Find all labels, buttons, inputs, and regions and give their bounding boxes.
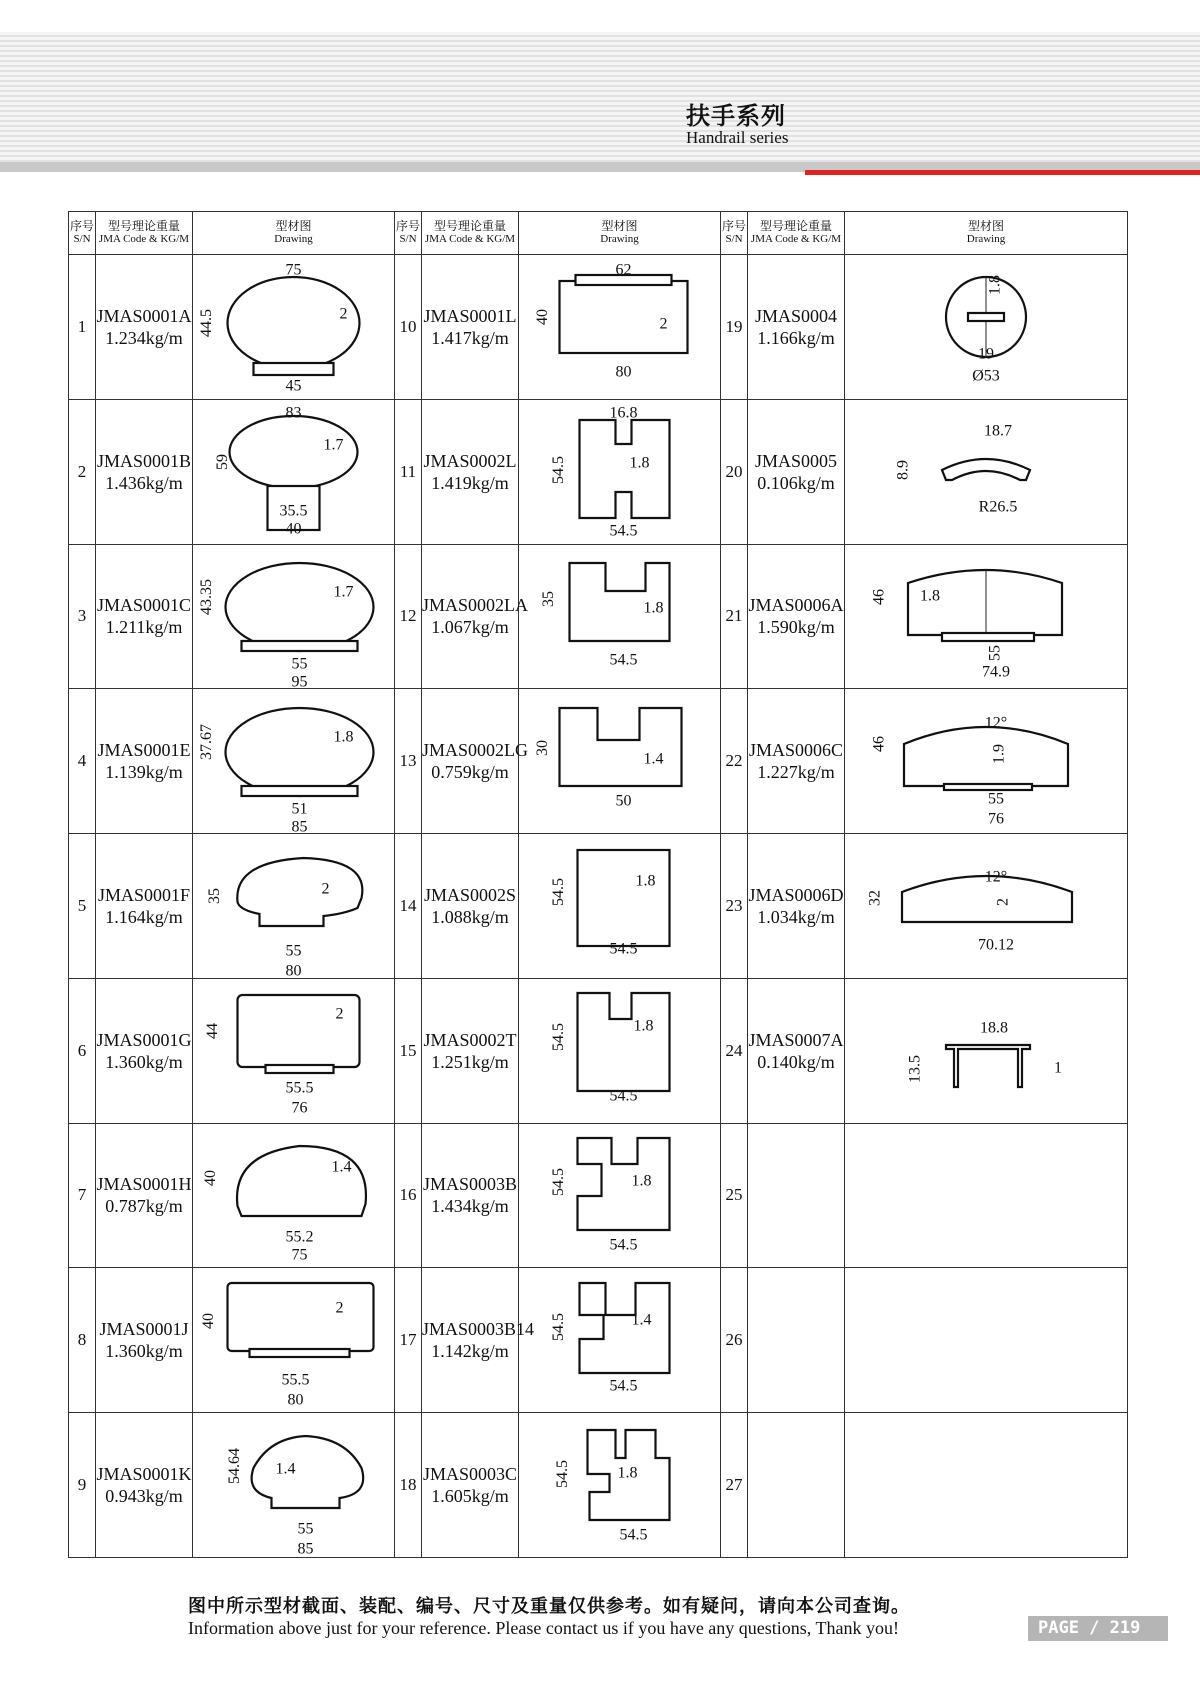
dimension-label: 2 [335, 1005, 344, 1023]
item-code-weight [96, 255, 193, 400]
dimension-label: 51 [291, 800, 308, 818]
item-drawing-cell [845, 544, 1128, 689]
dimension-label: 55.5 [281, 1371, 310, 1389]
header-sn: 序号 S/N [69, 212, 96, 255]
item-code-weight [96, 689, 193, 834]
item-drawing-cell [845, 689, 1128, 834]
dimension-label: 55 [988, 790, 1004, 808]
item-weight: 1.034kg/m [757, 906, 835, 927]
item-drawing-cell [845, 1123, 1128, 1268]
dimension-label: 55.5 [285, 1079, 314, 1097]
item-weight: 1.211kg/m [105, 617, 183, 638]
dimension-label: 85 [291, 818, 308, 833]
item-sn: 7 [69, 1123, 96, 1268]
dimension-label: 37.67 [198, 723, 216, 760]
item-code-weight [96, 834, 193, 979]
item-code: JMAS0004 [754, 305, 838, 326]
item-drawing-cell [193, 689, 395, 834]
dimension-label: 1.8 [635, 873, 656, 891]
header-accent-bar [805, 170, 1200, 175]
header-sn: 序号 S/N [395, 212, 422, 255]
profile-drawing [519, 834, 720, 977]
profile-drawing [193, 1414, 394, 1557]
item-code: JMAS0001E [97, 740, 191, 761]
dimension-label: 1.8 [617, 1464, 638, 1482]
item-sn: 17 [395, 1268, 422, 1413]
item-weight: 1.434kg/m [431, 1196, 509, 1217]
item-code: JMAS0001B [96, 450, 192, 471]
profile-drawing [519, 400, 720, 543]
dimension-label: 35 [540, 590, 558, 607]
table-row [69, 1413, 1128, 1558]
dimension-label: 54.5 [609, 1087, 638, 1105]
dimension-label: 70.12 [978, 937, 1014, 955]
item-weight: 0.787kg/m [105, 1196, 183, 1217]
dimension-label: 75 [285, 262, 302, 280]
item-weight: 0.759kg/m [431, 762, 509, 783]
header-drawing: 型材图 Drawing [845, 212, 1128, 255]
item-sn: 10 [395, 255, 422, 400]
footer-note-en: Information above just for your reference. Please contact us if you have any questions, Thank you! [188, 1618, 899, 1638]
item-sn: 4 [69, 689, 96, 834]
item-sn: 5 [69, 834, 96, 979]
dimension-label: 12° [984, 869, 1008, 887]
dimension-label: 55 [986, 644, 1004, 661]
dimension-label: 54.5 [550, 878, 568, 907]
item-weight: 1.360kg/m [105, 1341, 183, 1362]
page-title-cn: 扶手系列 [686, 102, 786, 130]
dimension-label: 54.64 [226, 1447, 244, 1484]
dimension-label: 1.8 [631, 1172, 652, 1190]
table-row [69, 399, 1128, 544]
header-code: 型号理论重量 JMA Code & KG/M [422, 212, 519, 255]
dimension-label: 55 [297, 1520, 314, 1538]
dimension-label: 43.35 [198, 578, 216, 615]
item-code-weight [422, 399, 519, 544]
item-code-weight [748, 978, 845, 1123]
dimension-label: 85 [297, 1540, 314, 1557]
header-drawing: 型材图 Drawing [519, 212, 721, 255]
dimension-label: 54.5 [550, 456, 568, 485]
item-code: JMAS0006A [748, 595, 844, 616]
item-code: JMAS0001K [96, 1464, 192, 1485]
item-sn: 14 [395, 834, 422, 979]
item-weight: 1.067kg/m [431, 617, 509, 638]
profile-drawing [519, 1124, 720, 1267]
profile-drawing [193, 979, 394, 1122]
item-code: JMAS0001F [97, 884, 191, 905]
profile-drawing [519, 545, 720, 688]
profile-drawing [193, 545, 394, 688]
item-weight: 1.605kg/m [431, 1486, 509, 1507]
item-code-weight [96, 544, 193, 689]
table-row [69, 255, 1128, 400]
dimension-label: 50 [615, 792, 632, 810]
profile-drawing [519, 1414, 720, 1557]
item-drawing-cell [845, 978, 1128, 1123]
item-code: JMAS0003B [422, 1174, 518, 1195]
dimension-label: R26.5 [978, 498, 1018, 516]
dimension-label: 1.4 [643, 750, 664, 768]
dimension-label: 54.5 [550, 1312, 568, 1341]
dimension-label: 54.5 [550, 1167, 568, 1196]
profile-drawing [845, 690, 1127, 833]
dimension-label: 46 [870, 588, 888, 605]
item-weight: 1.227kg/m [757, 762, 835, 783]
item-code-weight [748, 255, 845, 400]
profile-drawing [845, 834, 1127, 977]
item-sn: 1 [69, 255, 96, 400]
item-drawing-cell [193, 399, 395, 544]
item-sn: 2 [69, 399, 96, 544]
dimension-label: 40 [202, 1169, 220, 1186]
item-drawing-cell [519, 544, 721, 689]
item-drawing-cell [193, 978, 395, 1123]
profile-drawing [845, 979, 1127, 1122]
item-code: JMAS0001C [96, 595, 192, 616]
item-code-weight [748, 544, 845, 689]
table-row [69, 834, 1128, 979]
dimension-label: 80 [285, 963, 302, 978]
dimension-label: 45 [285, 378, 302, 396]
item-sn: 21 [721, 544, 748, 689]
dimension-label: 8.9 [894, 460, 912, 481]
item-drawing-cell [845, 1413, 1128, 1558]
item-code-weight [748, 399, 845, 544]
dimension-label: 55 [285, 943, 302, 961]
header-drawing: 型材图 Drawing [193, 212, 395, 255]
item-drawing-cell [519, 1268, 721, 1413]
dimension-label: 19 [978, 346, 994, 364]
item-weight: 1.360kg/m [105, 1051, 183, 1072]
item-sn: 9 [69, 1413, 96, 1558]
dimension-label: 1.8 [633, 1017, 654, 1035]
profile-drawing [845, 400, 1127, 543]
dimension-label: 1.8 [643, 599, 664, 617]
profile-drawing [519, 1269, 720, 1412]
dimension-label: 44 [204, 1023, 222, 1040]
item-sn: 12 [395, 544, 422, 689]
item-code-weight [422, 544, 529, 689]
item-code-weight [96, 978, 193, 1123]
item-code: JMAS0001H [96, 1174, 192, 1195]
profile-drawing [519, 979, 720, 1122]
table-header-row [69, 212, 1128, 255]
dimension-label: 80 [615, 364, 632, 382]
table-row [69, 1268, 1128, 1413]
item-weight: 1.139kg/m [105, 762, 183, 783]
item-code: JMAS0002T [423, 1029, 517, 1050]
item-sn: 25 [721, 1123, 748, 1268]
profile-drawing [193, 1269, 394, 1412]
item-sn: 20 [721, 399, 748, 544]
header-stripes [0, 32, 1200, 172]
table-row [69, 544, 1128, 689]
dimension-label: 76 [291, 1099, 308, 1117]
dimension-label: 1.8 [629, 454, 650, 472]
dimension-label: 1.8 [920, 587, 940, 605]
item-drawing-cell [193, 1413, 395, 1558]
item-weight: 1.088kg/m [431, 906, 509, 927]
item-code-weight [96, 399, 193, 544]
dimension-label: 54.5 [619, 1526, 648, 1544]
profile-catalog-table [68, 211, 1128, 1558]
page-title-en: Handrail series [686, 128, 789, 147]
item-drawing-cell [519, 399, 721, 544]
table-row [69, 978, 1128, 1123]
item-code: JMAS0001L [423, 305, 517, 326]
item-code: JMAS0005 [754, 450, 838, 471]
item-sn: 26 [721, 1268, 748, 1413]
dimension-label: 35.5 [279, 502, 308, 520]
item-code-weight [422, 689, 529, 834]
profile-drawing [193, 255, 394, 398]
item-sn: 8 [69, 1268, 96, 1413]
item-drawing-cell [193, 1268, 395, 1413]
dimension-label: 1.4 [275, 1460, 296, 1478]
item-code-weight [422, 1123, 519, 1268]
item-code-weight [748, 1413, 845, 1558]
dimension-label: 1.9 [990, 743, 1008, 764]
dimension-label: 30 [534, 739, 552, 756]
profile-drawing [193, 834, 394, 977]
item-drawing-cell [193, 544, 395, 689]
item-sn: 19 [721, 255, 748, 400]
dimension-label: 35 [206, 888, 224, 905]
table-row [69, 689, 1128, 834]
item-sn: 11 [395, 399, 422, 544]
item-drawing-cell [845, 834, 1128, 979]
item-sn: 6 [69, 978, 96, 1123]
dimension-label: 13.5 [906, 1055, 924, 1084]
item-weight: 1.142kg/m [431, 1341, 509, 1362]
dimension-label: 55 [291, 655, 308, 673]
item-drawing-cell [519, 689, 721, 834]
item-drawing-cell [193, 1123, 395, 1268]
item-sn: 23 [721, 834, 748, 979]
item-weight: 1.419kg/m [431, 472, 509, 493]
item-code: JMAS0003C [422, 1464, 518, 1485]
item-code-weight [422, 834, 519, 979]
item-code: JMAS0006D [748, 884, 844, 905]
dimension-label: 75 [291, 1246, 308, 1264]
profile-drawing [193, 1124, 394, 1267]
item-weight: 1.590kg/m [757, 617, 835, 638]
item-sn: 3 [69, 544, 96, 689]
item-sn: 15 [395, 978, 422, 1123]
item-sn: 24 [721, 978, 748, 1123]
dimension-label: 83 [285, 404, 302, 422]
item-code: JMAS0002LG [422, 740, 529, 761]
item-code: JMAS0001J [99, 1319, 189, 1340]
dimension-label: 44.5 [198, 309, 216, 338]
item-code-weight [748, 1123, 845, 1268]
item-weight: 1.166kg/m [757, 327, 835, 348]
dimension-label: 54.5 [609, 1377, 638, 1395]
dimension-label: 18.7 [984, 422, 1012, 440]
dimension-label: 46 [870, 735, 888, 752]
profile-drawing [193, 690, 394, 833]
item-sn: 22 [721, 689, 748, 834]
dimension-label: 1.7 [323, 436, 344, 454]
item-drawing-cell [845, 255, 1128, 400]
dimension-label: 2 [335, 1299, 344, 1317]
item-weight: 1.417kg/m [431, 327, 509, 348]
item-sn: 27 [721, 1413, 748, 1558]
dimension-label: 54.5 [609, 941, 638, 959]
dimension-label: 54.5 [609, 522, 638, 540]
dimension-label: 12° [984, 714, 1008, 732]
dimension-label: 54.5 [609, 1236, 638, 1254]
item-weight: 1.164kg/m [105, 906, 183, 927]
dimension-label: 2 [321, 881, 330, 899]
dimension-label: 1.7 [333, 583, 354, 601]
item-code: JMAS0002LA [422, 595, 529, 616]
dimension-label: Ø53 [972, 368, 1000, 386]
item-drawing-cell [519, 834, 721, 979]
dimension-label: 16.8 [609, 404, 638, 422]
item-code-weight [422, 1413, 519, 1558]
dimension-label: 54.5 [550, 1023, 568, 1052]
item-code: JMAS0002L [423, 450, 517, 471]
dimension-label: 1.4 [331, 1158, 352, 1176]
item-code: JMAS0006C [748, 740, 844, 761]
item-drawing-cell [519, 1123, 721, 1268]
profile-drawing [193, 400, 394, 543]
item-code-weight [96, 1413, 193, 1558]
dimension-label: 59 [214, 454, 232, 471]
dimension-label: 54.5 [609, 651, 638, 669]
profile-drawing [845, 255, 1127, 398]
profile-drawing [845, 545, 1127, 688]
header-code: 型号理论重量 JMA Code & KG/M [96, 212, 193, 255]
item-code-weight [748, 834, 845, 979]
header-code: 型号理论重量 JMA Code & KG/M [748, 212, 845, 255]
item-sn: 13 [395, 689, 422, 834]
profile-drawing [519, 690, 720, 833]
dimension-label: 80 [287, 1391, 304, 1409]
dimension-label: 62 [615, 262, 632, 280]
item-sn: 16 [395, 1123, 422, 1268]
item-drawing-cell [845, 1268, 1128, 1413]
item-code-weight [748, 689, 845, 834]
dimension-label: 2 [994, 898, 1012, 907]
item-weight: 0.106kg/m [757, 472, 835, 493]
profile-drawing [519, 255, 720, 398]
dimension-label: 2 [659, 316, 668, 334]
dimension-label: 2 [339, 306, 348, 324]
dimension-label: 40 [200, 1312, 218, 1329]
dimension-label: 1.8 [986, 275, 1004, 296]
item-code-weight [422, 1268, 535, 1413]
dimension-label: 1.8 [333, 728, 354, 746]
item-weight: 1.436kg/m [105, 472, 183, 493]
item-weight: 1.234kg/m [105, 327, 183, 348]
dimension-label: 1 [1054, 1059, 1062, 1077]
page-number-tag: PAGE / 219 [1028, 1616, 1168, 1641]
item-code: JMAS0001A [96, 305, 192, 326]
item-code-weight [422, 255, 519, 400]
item-code: JMAS0001G [96, 1029, 192, 1050]
item-code-weight [422, 978, 519, 1123]
dimension-label: 54.5 [554, 1459, 572, 1488]
item-drawing-cell [519, 978, 721, 1123]
item-code: JMAS0002S [423, 884, 517, 905]
item-code: JMAS0007A [748, 1029, 844, 1050]
footer-note-cn: 图中所示型材截面、装配、编号、尺寸及重量仅供参考。如有疑问，请向本公司查询。 [188, 1596, 910, 1617]
item-drawing-cell [519, 255, 721, 400]
item-code-weight [96, 1268, 193, 1413]
table-row [69, 1123, 1128, 1268]
item-drawing-cell [193, 834, 395, 979]
item-code-weight [96, 1123, 193, 1268]
dimension-label: 40 [534, 309, 552, 326]
item-code-weight [748, 1268, 845, 1413]
item-drawing-cell [845, 399, 1128, 544]
dimension-label: 40 [285, 520, 302, 538]
dimension-label: 95 [291, 673, 308, 688]
item-code: JMAS0003B14 [422, 1319, 535, 1340]
dimension-label: 32 [866, 890, 884, 907]
item-weight: 1.251kg/m [431, 1051, 509, 1072]
dimension-label: 76 [988, 810, 1004, 828]
dimension-label: 55.2 [285, 1228, 314, 1246]
item-drawing-cell [193, 255, 395, 400]
dimension-label: 1.4 [631, 1311, 652, 1329]
item-sn: 18 [395, 1413, 422, 1558]
item-weight: 0.943kg/m [105, 1486, 183, 1507]
item-weight: 0.140kg/m [757, 1051, 835, 1072]
dimension-label: 18.8 [980, 1019, 1008, 1037]
item-drawing-cell [519, 1413, 721, 1558]
dimension-label: 74.9 [982, 663, 1010, 681]
header-sn: 序号 S/N [721, 212, 748, 255]
